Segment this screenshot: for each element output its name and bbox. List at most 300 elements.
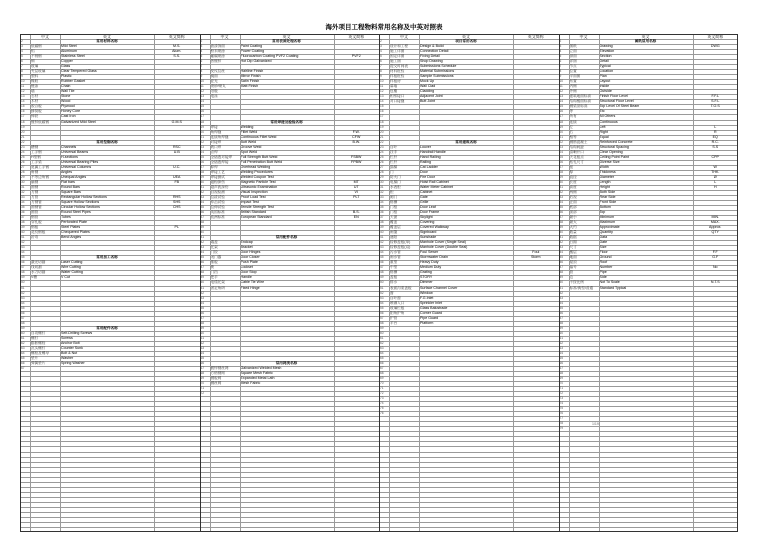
row-number: 60 xyxy=(559,330,564,335)
english-name-cell: Wood xyxy=(61,99,71,104)
row-number: 59 xyxy=(380,325,384,330)
chinese-name-cell: 喷砂/喷丸 xyxy=(210,84,226,89)
row-number: 40 xyxy=(200,230,205,235)
row-number: 72 xyxy=(200,391,205,396)
row-number: 7 xyxy=(200,64,203,69)
english-name-cell: Universal Bearing Piles xyxy=(61,159,99,164)
row-number: 14 xyxy=(559,99,564,104)
english-name-cell: Reinforced Concrete xyxy=(599,139,633,144)
chinese-name-cell: 固定详图 xyxy=(390,54,405,59)
row-number: 30 xyxy=(200,179,205,184)
english-name-cell: Height xyxy=(599,184,610,189)
row-number: 65 xyxy=(21,355,25,360)
column-header-abbr: 英文简称 xyxy=(527,34,544,39)
column-header-zh: 中文 xyxy=(220,34,229,39)
english-name-cell: Wall Clad xyxy=(420,84,436,89)
chinese-name-cell: 花纹钢板 xyxy=(31,230,46,235)
chinese-name-cell: 天窗 xyxy=(390,215,398,220)
row-number: 66 xyxy=(559,360,564,365)
english-name-cell: Stainless Steel xyxy=(61,54,85,59)
row-number: 67 xyxy=(559,366,564,370)
row-number: 73 xyxy=(380,396,384,401)
row-number: 42 xyxy=(380,240,384,245)
chinese-name-cell: 左 xyxy=(569,124,574,129)
abbreviation-cell: MT xyxy=(353,179,359,184)
row-number: 57 xyxy=(380,315,384,320)
row-number: 4 xyxy=(200,49,203,54)
section-heading: 常用加工名称 xyxy=(96,255,118,260)
row-number: 45 xyxy=(380,255,384,260)
chinese-name-cell: 宽 xyxy=(569,164,574,169)
abbreviation-cell: No xyxy=(712,265,718,270)
english-name-cell: Rectangular Hollow Sections xyxy=(61,194,107,199)
english-name-cell: Rubber Gasket xyxy=(61,79,86,84)
row-number: 53 xyxy=(21,295,25,300)
row-number: 46 xyxy=(200,260,205,265)
abbreviation-cell: Foul xyxy=(532,250,540,255)
row-number: 13 xyxy=(559,94,564,99)
english-name-cell: Structural Floor Level xyxy=(599,99,634,104)
chinese-name-cell: 窗 xyxy=(390,290,394,295)
row-number: 22 xyxy=(380,139,384,144)
english-name-cell: Both Side xyxy=(599,189,616,194)
row-number: 57 xyxy=(200,315,205,320)
english-name-cell: F.G.Inlet xyxy=(420,295,434,300)
english-name-cell: Plastic xyxy=(61,74,72,79)
chinese-name-cell: 焊接工艺 xyxy=(210,169,225,174)
chinese-name-cell: 标准/典型/普通 xyxy=(569,285,594,290)
english-name-cell: Round Bars xyxy=(61,184,80,189)
row-number: 23 xyxy=(21,144,25,149)
row-number: 71 xyxy=(200,386,205,391)
abbreviation-cell: MIN. xyxy=(711,215,720,220)
abbreviation-cell: CFW xyxy=(352,134,361,139)
english-name-cell: Laser Cutting xyxy=(61,260,83,265)
chinese-name-cell: 铜 xyxy=(31,59,35,64)
row-number: 43 xyxy=(559,245,564,250)
abbreviation-cell: Storm xyxy=(530,255,541,260)
row-number: 8 xyxy=(559,69,562,74)
chinese-name-cell: 图纸 xyxy=(569,44,577,49)
chinese-name-cell: 最小 xyxy=(569,215,577,220)
row-number: 13 xyxy=(200,94,205,99)
row-number: 46 xyxy=(21,260,25,265)
row-number: 44 xyxy=(21,250,25,255)
english-name-cell: Cast Iron xyxy=(61,114,76,119)
chinese-name-cell: 电缆托架 xyxy=(210,280,225,285)
chinese-name-cell: 两侧 xyxy=(569,189,577,194)
row-number: 71 xyxy=(559,386,564,391)
row-number: 44 xyxy=(559,250,564,255)
chinese-name-cell: 玻璃 xyxy=(31,64,39,69)
row-number: 11 xyxy=(200,84,204,89)
english-name-cell: STORY xyxy=(420,275,433,280)
chinese-name-cell: 外侧 xyxy=(569,89,577,94)
chinese-name-cell: 沉头螺钉 xyxy=(31,345,46,350)
abbreviation-cell: Ø xyxy=(713,174,717,179)
chinese-name-cell: H型钢 xyxy=(31,154,41,159)
column-divider xyxy=(334,34,335,532)
english-name-cell: Power Coating xyxy=(240,49,265,54)
english-name-cell: Finish Floor Level xyxy=(599,94,628,99)
english-name-cell: Flat bars xyxy=(61,179,75,184)
abbreviation-cell: B.W. xyxy=(352,139,361,144)
row-number: 29 xyxy=(380,174,384,179)
row-number: 74 xyxy=(559,401,564,406)
section-heading: 常用网类名称 xyxy=(275,360,298,365)
english-name-cell: Front Side xyxy=(599,200,617,204)
row-number: 21 xyxy=(559,134,564,139)
english-name-cell: Universal Beams xyxy=(61,149,89,154)
row-number: 54 xyxy=(559,300,564,305)
chinese-name-cell: 雨篷 xyxy=(390,230,398,235)
chinese-name-cell: 宽翼工字钢 xyxy=(31,164,49,169)
row-number: 61 xyxy=(200,335,205,340)
row-number: 40 xyxy=(559,230,564,235)
row-number: 36 xyxy=(380,210,384,215)
abbreviation-cell: Alum. xyxy=(172,49,182,54)
english-name-cell: Spring Washer xyxy=(61,360,85,365)
english-name-cell: Minimum xyxy=(599,215,615,220)
row-number: 32 xyxy=(559,189,564,194)
row-number: 37 xyxy=(380,215,384,220)
row-number: 48 xyxy=(21,270,25,275)
row-number: 6 xyxy=(21,59,23,64)
row-number: 2 xyxy=(559,39,562,44)
chinese-name-cell: 阳角护角 xyxy=(390,310,405,315)
chinese-name-cell: 位置 xyxy=(569,69,577,74)
row-number: 57 xyxy=(21,315,25,320)
english-name-cell: Railing xyxy=(420,159,431,164)
row-number: 36 xyxy=(559,210,564,215)
chinese-name-cell: 内侧 xyxy=(569,84,577,89)
chinese-name-cell: 防火门 xyxy=(390,174,401,179)
chinese-name-cell: 玻璃栏板 xyxy=(390,305,405,310)
chinese-name-cell: 右 xyxy=(569,129,574,134)
chinese-name-cell: 表面沟渠盖板 xyxy=(390,285,412,290)
abbreviation-cell: B.S. xyxy=(352,210,360,215)
row-number: 64 xyxy=(380,350,384,355)
row-number: 16 xyxy=(200,109,205,114)
english-name-cell: Satin Finish xyxy=(240,79,260,84)
row-number: 5 xyxy=(559,54,562,59)
english-name-cell: Matt Finish xyxy=(240,84,259,89)
row-number: 30 xyxy=(21,179,25,184)
abbreviation-cell: W xyxy=(713,164,717,169)
abbreviation-cell: U.B xyxy=(173,149,180,154)
row-number: 31 xyxy=(380,184,384,189)
english-name-cell: Rear Side xyxy=(599,194,616,199)
row-number: 33 xyxy=(380,194,384,199)
row-number: 48 xyxy=(559,270,564,275)
english-name-cell: Butt Joint xyxy=(420,99,435,104)
chinese-name-cell: 施工详图 xyxy=(390,49,405,54)
row-number: 56 xyxy=(21,310,25,315)
row-number: 34 xyxy=(380,200,384,204)
english-name-cell: Self-Drilling Screws xyxy=(61,330,93,335)
row-number: 49 xyxy=(559,275,564,280)
english-name-cell: Cladding xyxy=(420,89,435,94)
chinese-name-cell: 剖面 xyxy=(569,54,577,59)
row-number: 32 xyxy=(380,189,384,194)
row-number: 10 xyxy=(559,79,564,84)
row-number: 63 xyxy=(380,345,384,350)
english-name-cell: Chain xyxy=(61,84,71,89)
row-number: 68 xyxy=(200,371,205,376)
chinese-name-cell: 钻孔尺寸 xyxy=(569,159,584,164)
row-number: 56 xyxy=(380,310,384,315)
chinese-name-cell: 油漆饰面 xyxy=(210,44,225,49)
chinese-name-cell: 拉拔试验 xyxy=(210,194,225,199)
english-name-cell: Welded Coupon Test xyxy=(240,174,274,179)
row-number: 16 xyxy=(380,109,384,114)
row-number: 3 xyxy=(559,44,562,49)
abbreviation-cell: DWG xyxy=(710,44,720,49)
chinese-name-cell: 电泳 xyxy=(210,94,218,99)
chinese-name-cell: 闭门器 xyxy=(210,255,222,260)
row-number: 70 xyxy=(200,381,205,386)
row-number: 15 xyxy=(380,104,384,109)
abbreviation-cell: SHS xyxy=(173,200,181,204)
row-number: 27 xyxy=(559,164,564,169)
chinese-name-cell: 不等边角钢 xyxy=(31,174,49,179)
row-number: 9 xyxy=(559,74,562,79)
chinese-name-cell: 热镀锌 xyxy=(210,59,222,64)
row-number: 7 xyxy=(559,64,562,69)
row-number: 53 xyxy=(559,295,564,300)
chinese-name-cell: 胶合板 xyxy=(31,104,42,109)
chinese-name-cell: 螺钉 xyxy=(31,335,39,340)
chinese-name-cell: 氟碳喷涂 xyxy=(210,54,225,59)
english-name-cell: Water Meter Cabinet xyxy=(420,184,454,189)
english-name-cell: Typical xyxy=(599,64,611,69)
chinese-name-cell: 连续 xyxy=(569,119,577,124)
abbreviation-cell: Approx. xyxy=(709,225,722,230)
row-number: 70 xyxy=(380,381,384,386)
row-number: 76 xyxy=(380,411,384,416)
chinese-name-cell: 包覆 xyxy=(390,89,398,94)
chinese-name-cell: 幕墙 xyxy=(390,84,398,89)
row-number: 22 xyxy=(21,139,25,144)
column-header-abbr: 英文简称 xyxy=(348,34,365,39)
row-number: 24 xyxy=(380,149,384,154)
row-number: 60 xyxy=(380,330,384,335)
row-number: 31 xyxy=(21,184,25,189)
row-number: 47 xyxy=(21,265,25,270)
row-number: 38 xyxy=(380,220,384,225)
english-name-cell: Mild Steel xyxy=(61,44,77,49)
english-name-cell: Clear Tempered Glass xyxy=(61,69,97,74)
english-name-cell: Date xyxy=(599,240,608,245)
row-number: 2 xyxy=(200,39,203,44)
english-name-cell: Lockset xyxy=(240,265,253,270)
row-number: 26 xyxy=(559,159,564,164)
english-name-cell: Etc xyxy=(599,109,605,114)
row-number: 12 xyxy=(380,89,384,94)
english-name-cell: Manhole Cover (Single Seal) xyxy=(420,240,466,245)
chinese-name-cell: 折弯 xyxy=(31,235,39,240)
chinese-name-cell: 覆盖层 xyxy=(390,225,401,230)
row-number: 35 xyxy=(200,205,205,210)
row-number: 44 xyxy=(380,250,384,255)
english-name-cell: Copper xyxy=(61,59,73,64)
row-number: 23 xyxy=(380,144,384,149)
row-number: 3 xyxy=(200,44,203,49)
chinese-name-cell: 检修盖板(单) xyxy=(390,240,411,245)
row-number: 58 xyxy=(380,320,384,325)
row-number: 2 xyxy=(380,39,382,44)
chinese-name-cell: 柜 xyxy=(390,189,394,194)
english-name-cell: Handrail Handle xyxy=(420,149,446,154)
abbreviation-cell: UEA xyxy=(173,174,181,179)
section-heading: 常用配件名称 xyxy=(275,235,298,240)
row-number: 60 xyxy=(200,330,205,335)
english-name-cell: Square Mesh Fabric xyxy=(240,371,273,376)
section-heading: 常用材料名称 xyxy=(96,39,118,44)
row-number: 57 xyxy=(559,315,564,320)
english-name-cell: Manhole Cover (Double Seal) xyxy=(420,245,468,250)
row-number: 50 xyxy=(200,280,205,285)
english-name-cell: Surface Channel Cover xyxy=(420,285,458,290)
row-number: 5 xyxy=(21,54,23,59)
abbreviation-cell: QTY xyxy=(711,230,719,235)
row-number: 28 xyxy=(200,169,205,174)
abbreviation-cell: RSC xyxy=(172,144,181,149)
chinese-name-cell: 推板 xyxy=(210,260,218,265)
chinese-name-cell: 提交时间表 xyxy=(390,64,408,69)
row-number: 50 xyxy=(559,280,564,285)
english-name-cell: Sprinkler Inlet xyxy=(420,300,442,305)
row-number: 23 xyxy=(200,144,205,149)
row-number: 76 xyxy=(559,411,564,416)
chinese-name-cell: 方钢 xyxy=(31,189,39,194)
row-number: 39 xyxy=(380,225,384,230)
row-number: 23 xyxy=(559,144,564,149)
row-number: 62 xyxy=(200,340,205,345)
english-name-cell: Material Submissions xyxy=(420,69,455,74)
row-number: 33 xyxy=(21,194,25,199)
row-number: 61 xyxy=(21,335,25,340)
abbreviation-cell: S.S xyxy=(712,144,719,149)
chinese-name-cell: 编号 xyxy=(569,265,577,270)
chinese-name-cell: 镀锌钢丝网 xyxy=(210,366,229,370)
row-number: 36 xyxy=(200,210,205,215)
chinese-name-cell: 平台 xyxy=(390,320,398,325)
row-number: 7 xyxy=(380,64,382,69)
row-number: 63 xyxy=(200,345,205,350)
row-number: 61 xyxy=(559,335,564,340)
english-name-cell: Skylight xyxy=(420,215,433,220)
abbreviation-cell: PVF2 xyxy=(351,54,361,59)
row-number: 39 xyxy=(21,225,25,230)
chinese-name-cell: 覆盖 xyxy=(390,220,398,225)
english-name-cell: Tensile Strength Test xyxy=(240,205,274,210)
row-number: 70 xyxy=(559,381,564,386)
chinese-name-cell: 槽钢 xyxy=(31,144,39,149)
chinese-name-cell: 百叶 xyxy=(390,144,398,149)
chinese-name-cell: 锁 xyxy=(210,265,215,270)
row-number: 41 xyxy=(380,235,384,240)
row-number: 52 xyxy=(21,290,25,295)
row-number: 12 xyxy=(21,89,25,94)
chinese-name-cell: 雨水管 xyxy=(390,255,401,260)
english-name-cell: Groove Weld xyxy=(240,144,262,149)
row-number: 47 xyxy=(380,265,384,270)
chinese-name-cell: 激光切割 xyxy=(31,260,46,265)
row-number: 40 xyxy=(380,230,384,235)
chinese-name-cell: 方钢管 xyxy=(31,200,42,204)
english-name-cell: Length xyxy=(599,179,611,184)
row-number: 72 xyxy=(559,391,564,396)
row-number: 42 xyxy=(200,240,205,245)
chinese-name-cell: 钢管 xyxy=(31,215,39,220)
abbreviation-cell: L xyxy=(714,124,717,129)
chinese-name-cell: 样板报验 xyxy=(390,74,405,79)
chinese-name-cell: 钢板 xyxy=(31,225,39,230)
chinese-name-cell: 穿孔板 xyxy=(31,220,42,225)
chinese-name-cell: 圆钢 xyxy=(31,184,39,189)
chinese-name-cell: 日期 xyxy=(569,240,577,245)
chinese-name-cell: 钢丝网 xyxy=(210,381,222,386)
chinese-name-cell: 钢筋混凝土 xyxy=(569,139,588,144)
chinese-name-cell: 超声波探伤 xyxy=(210,184,229,189)
chinese-name-cell: 水表柜 xyxy=(390,184,401,189)
english-name-cell: Honey Core xyxy=(61,109,81,114)
chinese-name-cell: 螺栓及螺母 xyxy=(31,350,49,355)
english-name-cell: Design & Build xyxy=(420,44,444,49)
row-number: 63 xyxy=(21,345,25,350)
row-number: 66 xyxy=(200,360,205,365)
english-name-cell: Left xyxy=(599,124,606,129)
row-number: 34 xyxy=(559,200,564,204)
chinese-name-cell: 门铰 xyxy=(210,250,218,255)
english-name-cell: Corner Guard xyxy=(420,310,442,315)
row-number: 34 xyxy=(200,200,205,204)
row-number: 27 xyxy=(380,164,384,169)
row-number: 67 xyxy=(380,366,384,370)
english-name-cell: Grating xyxy=(420,270,432,275)
row-number: 50 xyxy=(21,280,25,285)
chinese-name-cell: 盖板 xyxy=(390,275,398,280)
row-number: 45 xyxy=(21,255,25,260)
row-number: 67 xyxy=(200,366,205,370)
chinese-name-cell: 垫片 xyxy=(31,355,39,360)
row-number: 10 xyxy=(380,79,384,84)
row-number: 62 xyxy=(380,340,384,345)
chinese-name-cell: 扶手 xyxy=(390,149,398,154)
chinese-name-cell: 等 xyxy=(569,109,574,114)
abbreviation-cell: F.W. xyxy=(352,129,360,134)
row-number: 55 xyxy=(559,305,564,310)
chinese-name-cell: 样板房 xyxy=(390,79,401,84)
chinese-name-cell: 钢梁顶标高 xyxy=(569,104,588,109)
row-number: 51 xyxy=(200,285,205,290)
row-number: 65 xyxy=(380,355,384,360)
english-name-cell: Quantity xyxy=(599,230,613,235)
row-number: 32 xyxy=(200,189,205,194)
abbreviation-cell: RHS xyxy=(172,194,181,199)
english-name-cell: Continuous Fillet Weld xyxy=(240,134,277,139)
row-number: 53 xyxy=(200,295,205,300)
english-name-cell: Layout xyxy=(599,79,611,84)
abbreviation-cell: G.F xyxy=(712,255,719,260)
row-number: 42 xyxy=(21,240,25,245)
chinese-name-cell: 正面 xyxy=(569,200,577,204)
row-number: 55 xyxy=(21,305,25,310)
row-number: 7 xyxy=(21,64,23,69)
english-name-cell: Dimmer xyxy=(420,280,433,285)
english-name-cell: Round Steel Pipes xyxy=(61,210,91,215)
